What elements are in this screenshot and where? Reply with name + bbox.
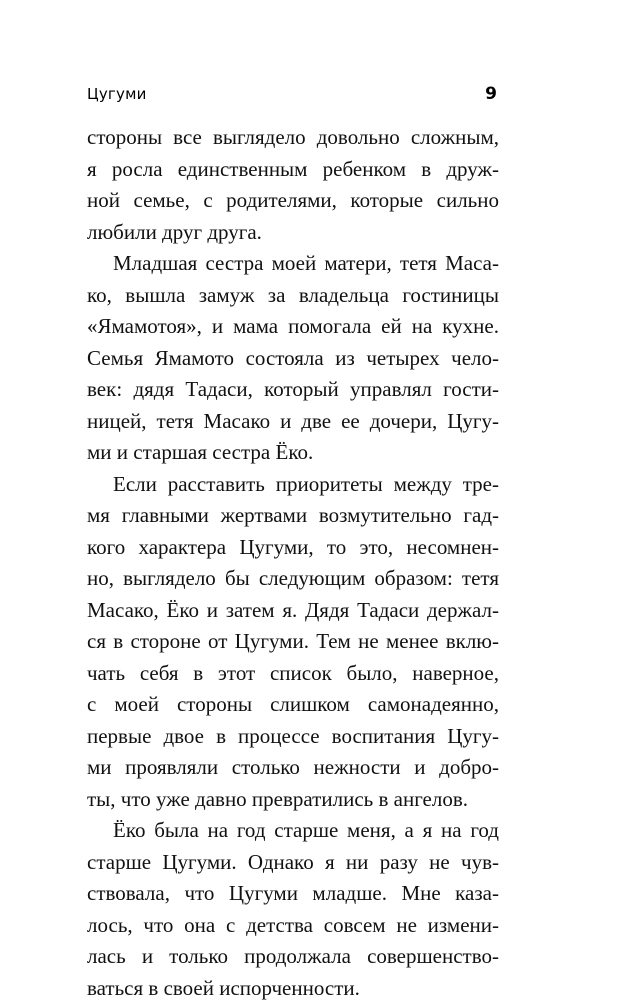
body-text [87,122,499,1004]
text-line: ко, вышла замуж за владельца гостиницы [87,280,499,312]
text-line: старше Цугуми. Однако я ни разу не чув- [87,847,499,879]
paragraph-first-line: Ёко была на год старше меня, а я на год [87,815,499,847]
paragraph-first-line: Если расставить приоритеты между тре- [87,469,499,501]
running-title: Цугуми [87,82,147,106]
text-line: кого характера Цугуми, то это, несомнен- [87,532,499,564]
text-line: ся в стороне от Цугуми. Тем не менее вклю- [87,626,499,658]
text-line: я росла единственным ребенком в друж- [87,154,499,186]
text-line: чать себя в этот список было, наверное, [87,658,499,690]
running-head [87,82,497,106]
text-line: но, выглядело бы следующим образом: тетя [87,563,499,595]
text-line: ми и старшая сестра Ёко. [87,437,499,469]
text-line: первые двое в процессе воспитания Цугу- [87,721,499,753]
text-line: мя главными жертвами возмутительно гад- [87,500,499,532]
text-line: лось, что она с детства совсем не измени- [87,910,499,942]
text-line: ми проявляли столько нежности и добро- [87,752,499,784]
text-line: ной семье, с родителями, которые сильно [87,185,499,217]
text-line: любили друг друга. [87,217,499,249]
text-line: «Ямамотоя», и мама помогала ей на кухне. [87,311,499,343]
text-line: ты, что уже давно превратились в ангелов. [87,784,499,816]
text-line: Семья Ямамото состояла из четырех чело- [87,343,499,375]
paragraph-first-line: Младшая сестра моей матери, тетя Маса- [87,248,499,280]
text-line: Масако, Ёко и затем я. Дядя Тадаси держал- [87,595,499,627]
text-line: ницей, тетя Масако и две ее дочери, Цугу- [87,406,499,438]
text-line: ствовала, что Цугуми младше. Мне каза- [87,878,499,910]
text-line: стороны все выглядело довольно сложным, [87,122,499,154]
text-line: лась и только продолжала совершенство- [87,941,499,973]
text-line: век: дядя Тадаси, который управлял гости- [87,374,499,406]
text-line: ваться в своей испорченности. [87,973,499,1004]
page-number: 9 [485,82,497,106]
text-line: с моей стороны слишком самонадеянно, [87,689,499,721]
